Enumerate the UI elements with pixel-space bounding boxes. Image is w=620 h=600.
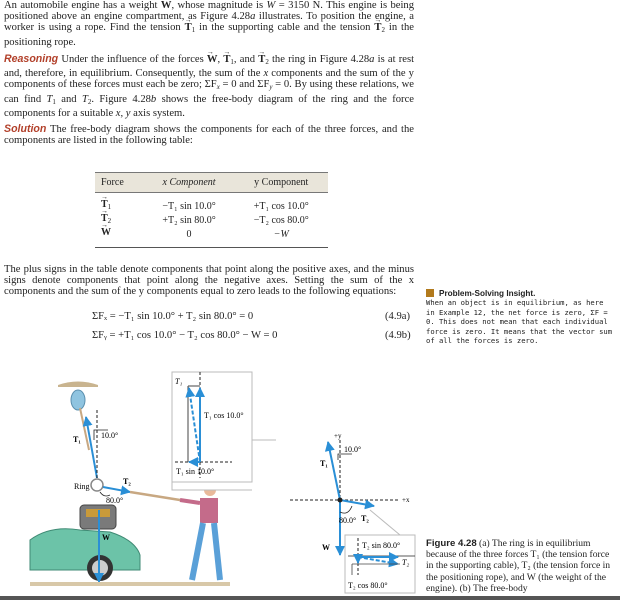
problem-statement: [4, 0, 414, 48]
subscript: 1: [230, 58, 234, 66]
text: = 0. By using these relations, we can find: [4, 79, 415, 105]
inset-2-cos-label: T₂ cos 80.0°: [348, 581, 388, 590]
after-table-paragraph: The plus signs in the table denote components that point along the positive axes, and the minus signs denote components that point along the negative axes. Setting the sum of the x components and the sum of the y components equal to zero leads to the following equations:: [4, 264, 414, 298]
text: components and the sum of the y components of these forces must each be zero; ΣF: [4, 68, 414, 91]
vector-T2: → T: [258, 54, 265, 65]
fbd-w-label: W: [322, 543, 330, 552]
fbd-angle-80-label: 80.0°: [339, 516, 357, 525]
table-row: [95, 193, 328, 214]
figure-part: a: [250, 11, 256, 23]
text: The free-body diagram shows the components for each of the three forces, and the components are listed in the following table:: [4, 124, 414, 147]
fbd-t2-arrow: [340, 500, 374, 506]
reasoning-paragraph: [4, 54, 414, 119]
inset-1-t1-label: T₁: [175, 377, 183, 386]
ring: [91, 479, 103, 491]
vector-W: → W: [101, 227, 111, 238]
cell-y: +T₁ cos 10.0°: [253, 200, 309, 212]
inset-2-pointer: [370, 510, 400, 535]
figure-part: a: [369, 54, 375, 65]
header-y-component: y Component: [235, 173, 328, 193]
reasoning-label: Reasoning: [4, 53, 59, 65]
inset-1-cos-label: T₁ cos 10.0°: [204, 411, 244, 420]
figure-caption: [426, 538, 616, 594]
cell-force: [95, 227, 144, 248]
figure-4-28: [0, 370, 430, 595]
symbol-W: W: [266, 0, 276, 11]
car: [30, 529, 140, 570]
text: . Figure 4.28: [91, 93, 151, 105]
vector-T1: → T: [223, 54, 230, 65]
text: , and: [233, 54, 259, 65]
worker-shirt: [200, 498, 218, 523]
pulley-icon: [71, 390, 85, 410]
text: shows the free-body diagram of the ring and the force components for a suitable: [4, 93, 414, 119]
subscript: 1: [52, 97, 56, 106]
fbd-t2-label: T₂: [361, 514, 369, 523]
cell-y: −W: [235, 227, 328, 248]
subscript: 2: [381, 26, 385, 35]
ground: [30, 582, 230, 586]
cell-x: −T₁ sin 10.0°: [162, 200, 216, 212]
problem-solving-insight: [426, 289, 616, 345]
subscript: 1: [191, 26, 196, 35]
components-table: [95, 172, 328, 248]
symbol-xy: x, y: [115, 107, 131, 119]
table-header-row: [95, 173, 328, 193]
cell-y: −T₂ cos 80.0°: [253, 214, 309, 226]
symbol-x: x: [263, 68, 269, 80]
vector-T2: → T: [101, 213, 108, 224]
caption-text: (a) The ring is in equilibrium because of the three forces T₁ (the tension force in the supporting cable), T₂ (the tension force in the positioning rope), and W (the weight of the engine). (b) The free-body: [426, 538, 611, 594]
text: ,: [217, 54, 224, 65]
text: , whose magnitude is: [171, 0, 267, 11]
insight-title: Problem-Solving Insight.: [439, 289, 536, 298]
subscript: 2: [265, 58, 269, 66]
vector-W: → W: [161, 0, 172, 11]
t1-label: T₁: [73, 435, 81, 444]
worker-arm: [180, 500, 200, 503]
subscript: y: [269, 83, 273, 92]
fbd-angle-10-label: 10.0°: [344, 445, 362, 454]
cell-x: +T₂ sin 80.0°: [162, 214, 216, 226]
equation-number: (4.9b): [385, 330, 411, 341]
solution-paragraph: [4, 124, 414, 146]
symbol-T1: T: [46, 93, 53, 105]
inset-2-t2-label: T₂: [402, 558, 410, 567]
fbd-t1-label: T₁: [320, 459, 328, 468]
text: = 0 and ΣF: [219, 79, 270, 91]
subscript: 2: [107, 217, 112, 225]
ring-label: Ring: [74, 482, 90, 491]
text: illustrates. To position the engine, a worker is using a rope. Find the tension: [4, 11, 414, 34]
inset-1-box: [172, 372, 252, 482]
plus-y-label: +y: [334, 432, 342, 440]
text: = 3150 N. This engine is being positioned above an engine compartment, as Figure 4.28: [4, 0, 414, 23]
plus-x-label: +x: [402, 496, 410, 504]
inset-2-sin-label: T₂ sin 80.0°: [362, 541, 401, 550]
ceiling: [58, 382, 98, 388]
bottom-border: [0, 596, 620, 600]
text: and: [55, 93, 82, 105]
table-row: [95, 213, 328, 227]
vector-T1: → T: [185, 22, 192, 33]
caption-label: Figure 4.28: [426, 538, 477, 549]
table-row: [95, 227, 328, 248]
text: in the positioning rope.: [4, 22, 415, 48]
vector-T1: → T: [101, 199, 108, 210]
text: the ring in Figure 4.28: [268, 54, 370, 65]
text: Under the influence of the forces: [58, 54, 207, 65]
text: An automobile engine has a weight: [4, 0, 161, 11]
header-x-component: x Component: [144, 173, 235, 193]
text: is at rest and, therefore, in equilibrium. Consequently, the sum of the: [4, 54, 415, 80]
equation-number: (4.9a): [385, 311, 410, 322]
fbd-ring-point: [338, 498, 343, 503]
angle-10-label: 10.0°: [101, 431, 119, 440]
insight-title-row: [426, 289, 616, 298]
insight-text: When an object is in equilibrium, as here in Example 12, the net force is zero, ΣF = 0. This does not mean that each individual force is zero. It means that the vector sum of all the forces is zero.: [426, 298, 613, 346]
solution-label: Solution: [4, 123, 47, 135]
fbd-t1-arrow: [328, 442, 340, 500]
text: in the supporting cable and the tension: [195, 22, 375, 34]
equation-4-9b: ΣFᵧ = +T₁ cos 10.0° − T₂ cos 80.0° − W = 0: [92, 330, 278, 341]
figure-part: b: [150, 93, 157, 105]
insight-square-icon: [426, 289, 434, 297]
fbd-angle-arc: [340, 506, 352, 513]
text: axis system.: [130, 107, 185, 119]
subscript: 2: [87, 97, 92, 106]
vector-T2: → T: [374, 22, 381, 33]
cell-x: 0: [144, 227, 235, 248]
angle-80-label: 80.0°: [106, 496, 124, 505]
worker-legs: [192, 523, 220, 580]
w-label: W: [102, 533, 110, 542]
t2-arrow: [103, 487, 130, 492]
t2-label: T₂: [123, 477, 131, 486]
subscript: x: [216, 83, 220, 92]
rope: [130, 492, 180, 500]
equation-4-9a: ΣFₓ = −T₁ sin 10.0° + T₂ sin 80.0° = 0: [92, 311, 254, 322]
vector-W: → W: [207, 54, 218, 65]
symbol-T2: T: [81, 93, 88, 105]
subscript: 1: [107, 203, 112, 211]
header-force: Force: [95, 173, 144, 193]
inset-1-sin-label: T₁ sin 10.0°: [176, 467, 215, 476]
